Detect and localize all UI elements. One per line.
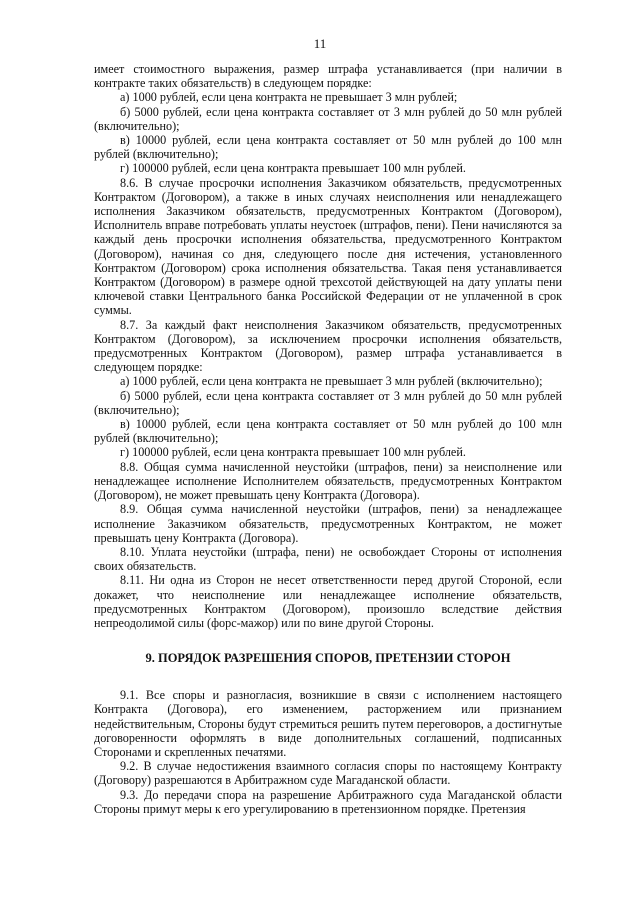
paragraph: 8.7. За каждый факт неисполнения Заказчиком обязательств, предусмотренных Контрактом (Договором), за исключением просрочки исполнения обязательств, предусмотренных Контрактом (Договором), размер штрафа устанавливается в следующем порядке:	[94, 317, 562, 375]
list-item: а) 1000 рублей, если цена контракта не превышает 3 млн рублей;	[120, 90, 458, 105]
paragraph: 8.6. В случае просрочки исполнения Заказчиком обязательств, предусмотренных Контрактом (Договором), а также в иных случаях неисполнения или ненадлежащего исполнения Заказчиком обязательств, предусмотренных Контрактом (Договором), Исполнитель вправе потребовать уплаты неустоек (штрафов, пени). Пени начисляются за каждый день просрочки исполнения обязательства, предусмотренного Контрактом (Договором), начиная со дня, следующего после дня истечения, установленного Контрактом (Договором) срока исполнения обязательства. Такая пеня устанавливается Контрактом (Договором) в размере одной трехсотой действующей на дату уплаты пени ключевой ставки Центрального банка Российской Федерации от не уплаченной в срок суммы.	[94, 175, 562, 318]
list-item: в) 10000 рублей, если цена контракта составляет от 50 млн рублей до 100 млн рублей (включительно);	[94, 133, 562, 162]
paragraph: 9.2. В случае недостижения взаимного согласия споры по настоящему Контракту (Договору) разрешаются в Арбитражном суде Магаданской области.	[94, 759, 562, 788]
document-body	[94, 62, 562, 816]
paragraph: 8.9. Общая сумма начисленной неустойки (штрафов, пени) за ненадлежащее исполнение Заказчиком обязательств, предусмотренных Контрактом, не может превышать цену Контракта (Договора).	[94, 502, 562, 545]
paragraph: 9.1. Все споры и разногласия, возникшие в связи с исполнением настоящего Контракта (Договора), его изменением, расторжением или признанием недействительным, Стороны будут стремиться решить путем переговоров, а достигнутые договоренности оформлять в виде дополнительных соглашений, подписанных Сторонами и скрепленных печатями.	[94, 688, 562, 759]
list-item: г) 100000 рублей, если цена контракта превышает 100 млн рублей.	[120, 445, 466, 460]
list-item: а) 1000 рублей, если цена контракта не превышает 3 млн рублей (включительно);	[120, 374, 543, 389]
paragraph: имеет стоимостного выражения, размер штрафа устанавливается (при наличии в контракте таких обязательств) в следующем порядке:	[94, 62, 562, 91]
list-item: в) 10000 рублей, если цена контракта составляет от 50 млн рублей до 100 млн рублей (включительно);	[94, 417, 562, 446]
list-item: г) 100000 рублей, если цена контракта превышает 100 млн рублей.	[120, 161, 466, 176]
paragraph: 8.8. Общая сумма начисленной неустойки (штрафов, пени) за неисполнение или ненадлежащее исполнение Исполнителем обязательств, предусмотренных Контрактом (Договором), не может превышать цену Контракта (Договора).	[94, 459, 562, 503]
paragraph: 8.10. Уплата неустойки (штрафа, пени) не освобождает Стороны от исполнения своих обязательств.	[94, 544, 562, 574]
paragraph: 8.11. Ни одна из Сторон не несет ответственности перед другой Стороной, если докажет, что неисполнение или ненадлежащее исполнение обязательств, предусмотренных Контрактом (Договором), произошло вследствие действия непреодолимой силы (форс-мажор) или по вине другой Стороны.	[94, 573, 562, 630]
page-number: 11	[313, 36, 327, 51]
section-heading: 9. ПОРЯДОК РАЗРЕШЕНИЯ СПОРОВ, ПРЕТЕНЗИИ СТОРОН	[145, 651, 511, 666]
list-item: б) 5000 рублей, если цена контракта составляет от 3 млн рублей до 50 млн рублей (включительно);	[94, 104, 562, 133]
list-item: б) 5000 рублей, если цена контракта составляет от 3 млн рублей до 50 млн рублей (включительно);	[94, 388, 562, 417]
paragraph: 9.3. До передачи спора на разрешение Арбитражного суда Магаданской области Стороны примут меры к его урегулированию в претензионном порядке. Претензия	[94, 787, 562, 816]
